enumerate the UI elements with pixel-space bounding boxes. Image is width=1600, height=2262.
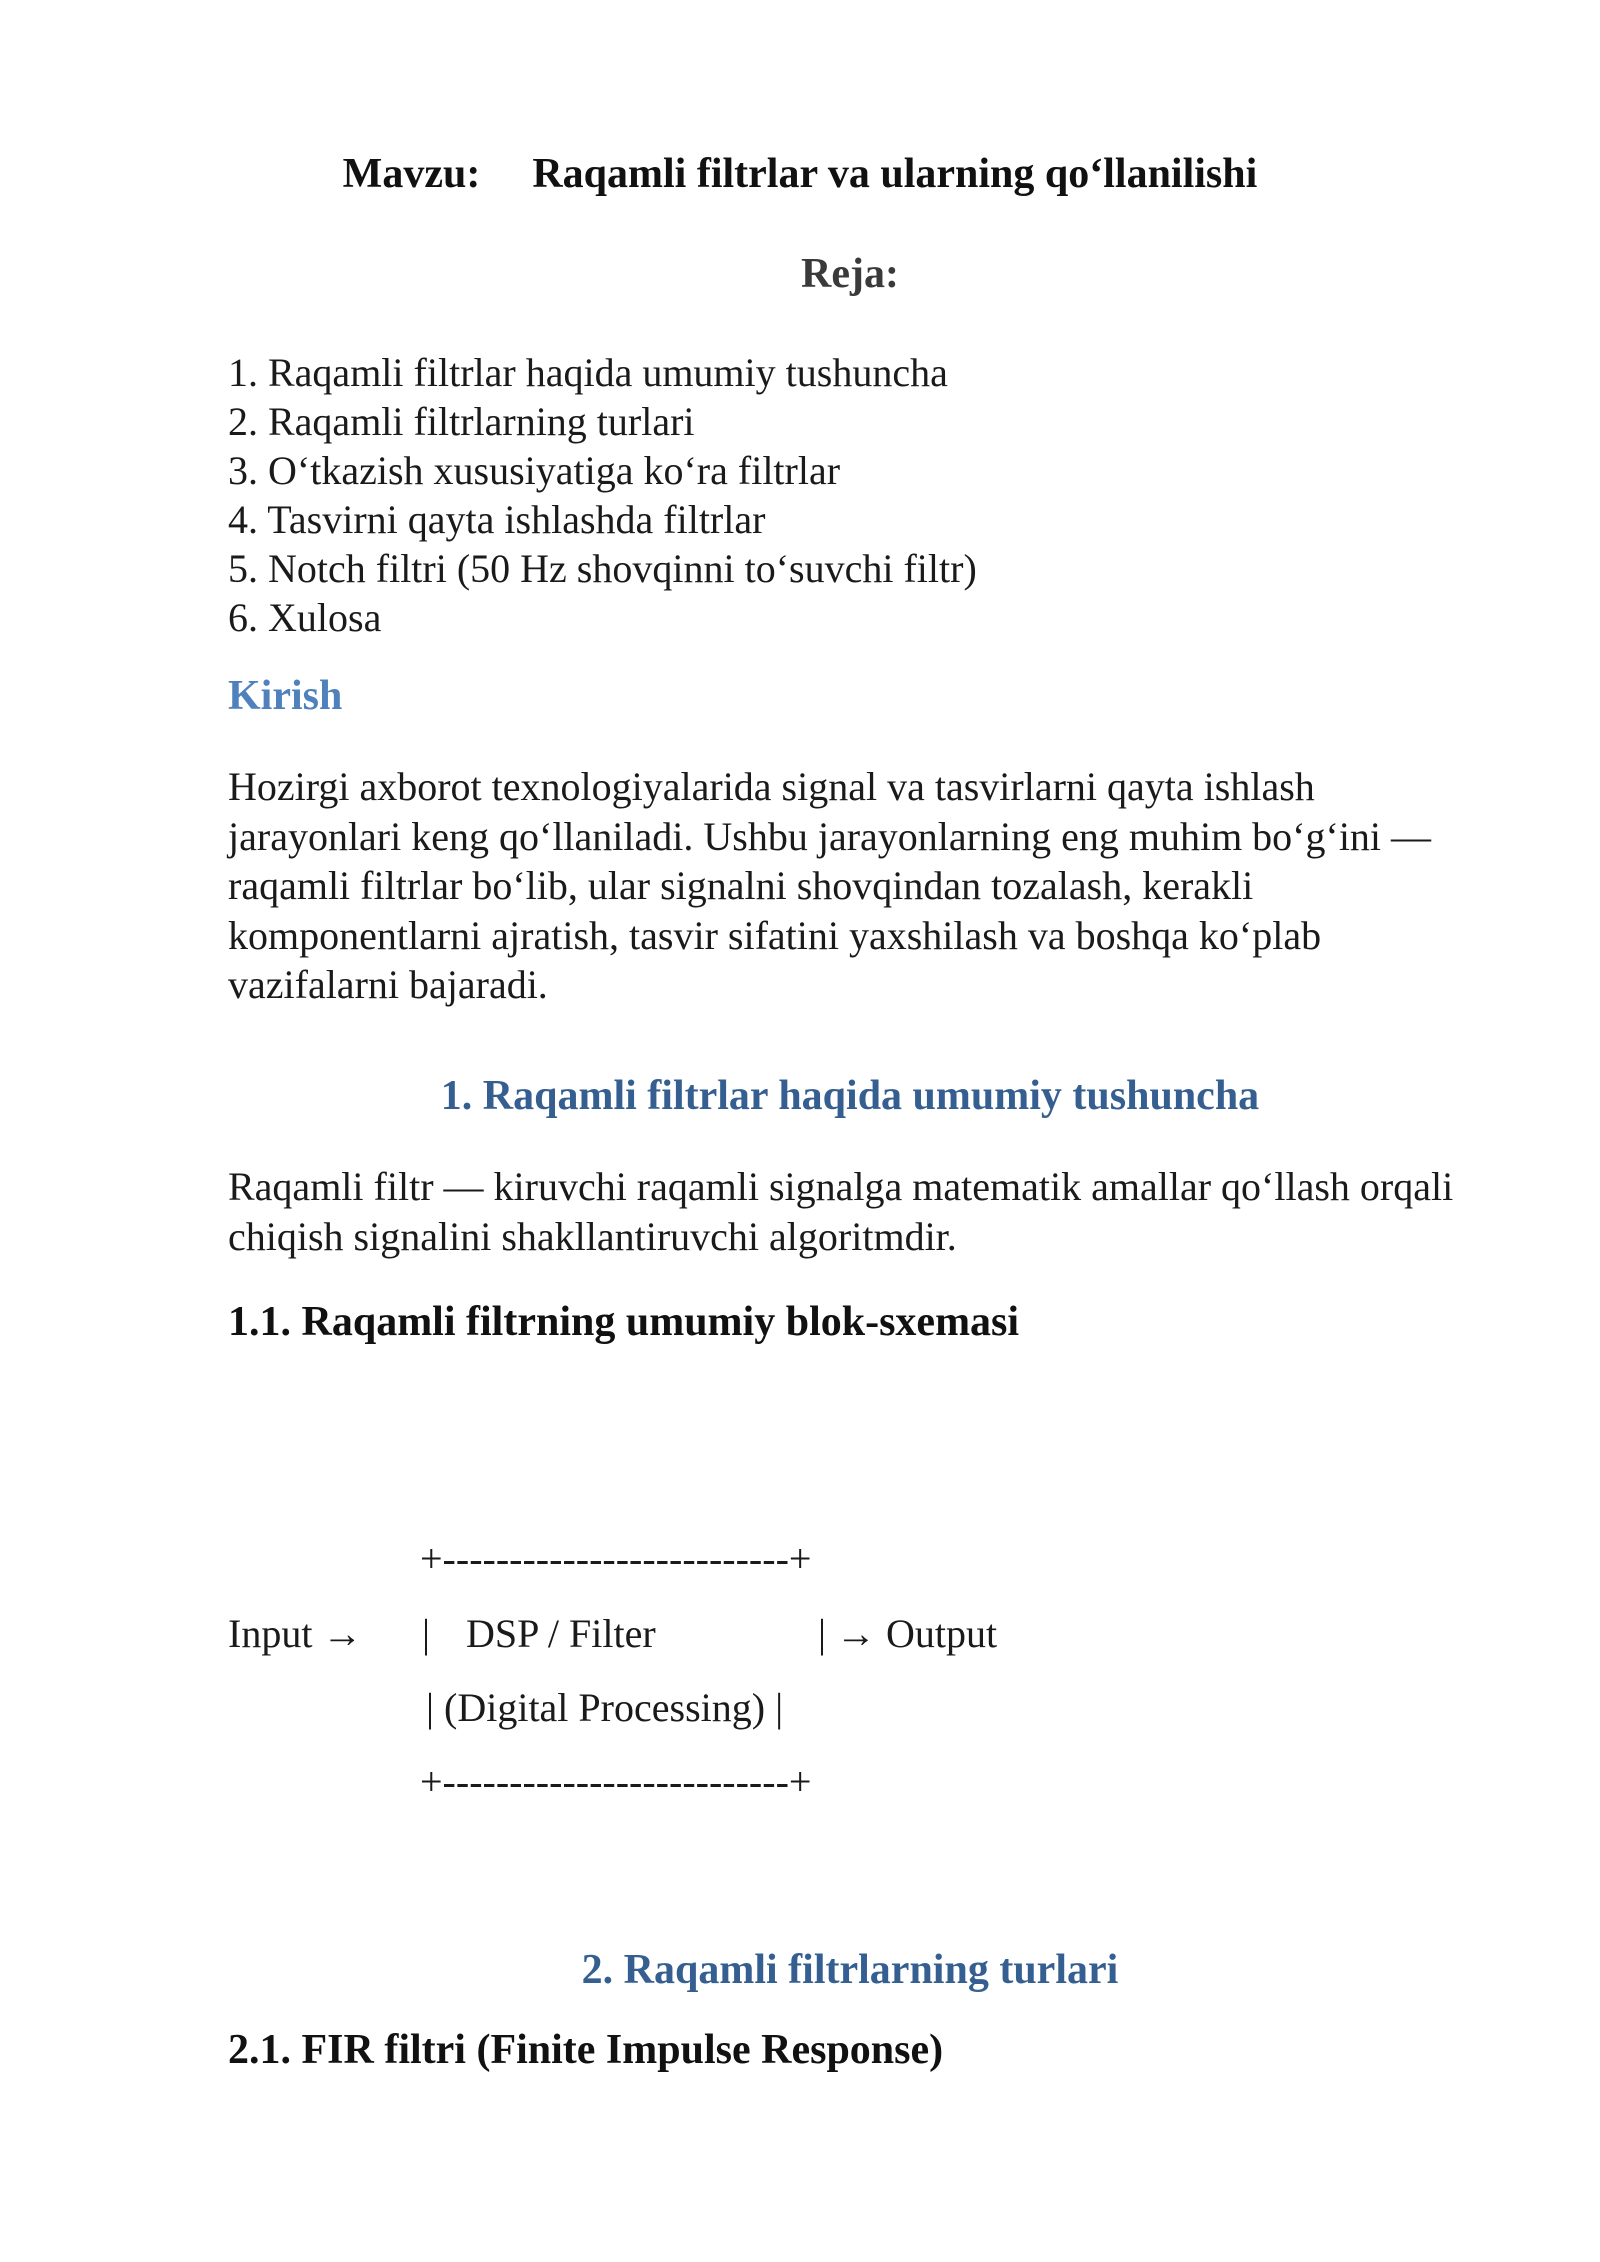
plan-item: 2. Raqamli filtrlarning turlari bbox=[228, 399, 695, 444]
plan-item: 1. Raqamli filtrlar haqida umumiy tushuncha bbox=[228, 350, 948, 395]
intro-paragraph: Hozirgi axborot texnologiyalarida signal va tasvirlarni qayta ishlash jarayonlari keng qo‘llaniladi. Ushbu jarayonlarning eng muhim bo‘g‘ini — raqamli filtrlar bo‘lib, ular signalni shovqindan tozalash, kerakli komponentlarni ajratish, tasvir sifatini yaxshilash va boshqa ko‘plab vazifalarni bajaradi. bbox=[228, 764, 1432, 1007]
section-2-heading: 2. Raqamli filtrlarning turlari bbox=[581, 1947, 1119, 1993]
subsection-1-1-heading: 1.1. Raqamli filtrning umumiy blok-sxemasi bbox=[228, 1299, 1020, 1345]
diagram-block-sublabel: | (Digital Processing) | bbox=[426, 1685, 784, 1730]
diagram-left-bar: | bbox=[422, 1611, 431, 1656]
plan-list bbox=[228, 348, 977, 642]
diagram-input-label: Input → bbox=[228, 1611, 363, 1656]
section-1-paragraph: Raqamli filtr — kiruvchi raqamli signalga matematik amallar qo‘llash orqali chiqish signalini shakllantiruvchi algoritmdir. bbox=[228, 1164, 1454, 1259]
diagram-output-label: | → Output bbox=[818, 1611, 998, 1656]
document-title bbox=[0, 150, 1600, 198]
title-text: Raqamli filtrlar va ularning qo‘llanilishi bbox=[532, 151, 1258, 197]
diagram-block-label: DSP / Filter bbox=[466, 1611, 656, 1656]
plan-item: 6. Xulosa bbox=[228, 595, 382, 640]
section-1-heading: 1. Raqamli filtrlar haqida umumiy tushuncha bbox=[440, 1073, 1260, 1119]
plan-item: 3. O‘tkazish xususiyatiga ko‘ra filtrlar bbox=[228, 448, 841, 493]
diagram-border-top: +--------------------------+ bbox=[420, 1536, 812, 1581]
title-label: Mavzu: bbox=[342, 151, 481, 197]
plan-item: 4. Tasvirni qayta ishlashda filtrlar bbox=[228, 497, 766, 542]
plan-item: 5. Notch filtri (50 Hz shovqinni to‘suvchi filtr) bbox=[228, 546, 977, 591]
diagram-border-bottom: +--------------------------+ bbox=[420, 1759, 812, 1804]
subsection-2-1-heading: 2.1. FIR filtri (Finite Impulse Response) bbox=[228, 2027, 944, 2073]
plan-heading: Reja: bbox=[801, 251, 899, 297]
intro-heading: Kirish bbox=[228, 673, 343, 719]
